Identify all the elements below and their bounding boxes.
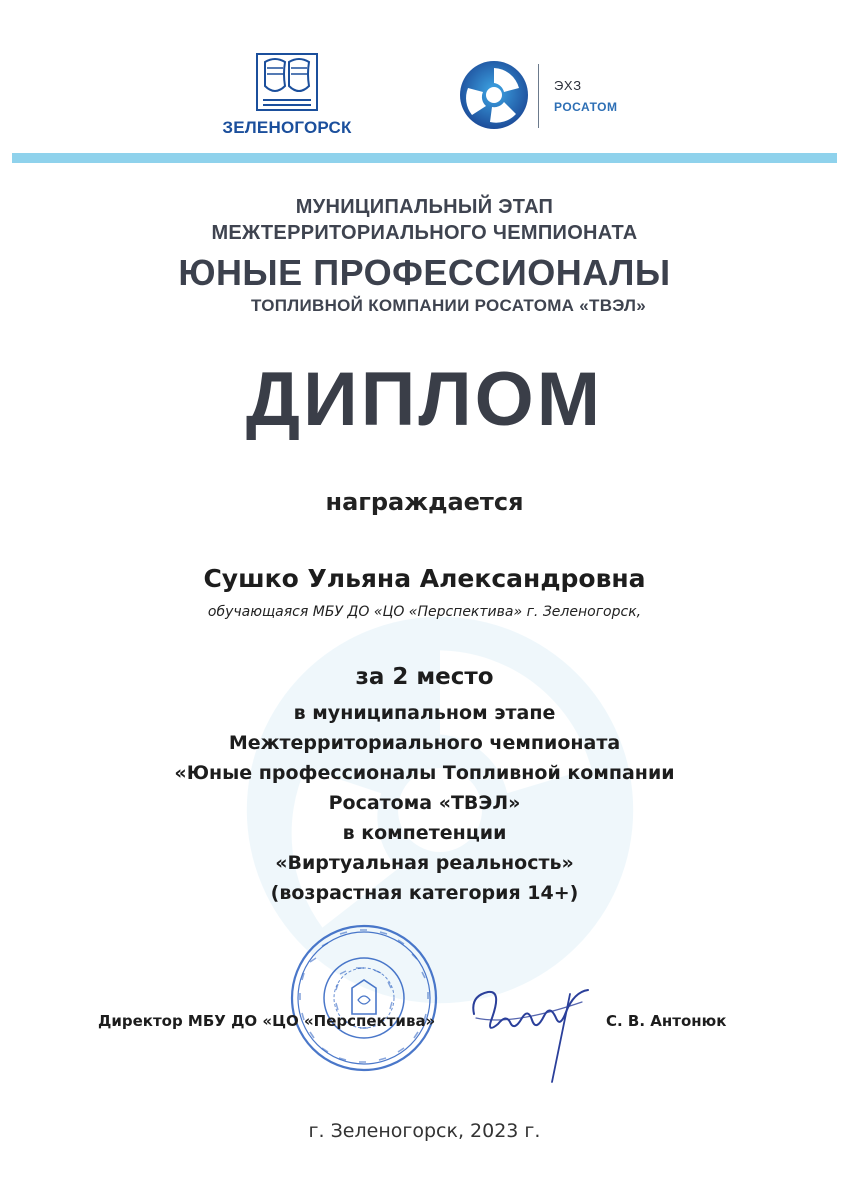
recipient-name: Сушко Ульяна Александровна xyxy=(203,564,646,593)
signer-name: С. В. Антонюк xyxy=(606,1012,727,1030)
city-coat-of-arms-icon xyxy=(255,52,319,112)
recipient-affiliation: обучающаяся МБУ ДО «ЦО «Перспектива» г. Зеленогорск, xyxy=(207,604,642,620)
detail-line-3: «Юные профессионалы Топливной компании xyxy=(174,762,675,784)
detail-line-5: в компетенции xyxy=(342,822,507,844)
age-category: (возрастная категория 14+) xyxy=(270,882,579,904)
city-logo xyxy=(212,52,362,142)
place-and-year: г. Зеленогорск, 2023 г. xyxy=(308,1120,541,1142)
diploma-heading: ДИПЛОМ xyxy=(245,357,604,442)
corporation-name: РОСАТОМ xyxy=(554,100,618,114)
handwritten-signature-icon xyxy=(462,974,597,1094)
detail-line-2: Межтерриториального чемпионата xyxy=(228,732,621,754)
title-line-4: ТОПЛИВНОЙ КОМПАНИИ РОСАТОМА «ТВЭЛ» xyxy=(250,296,647,315)
rosatom-atom-icon xyxy=(458,58,530,132)
title-line-3: ЮНЫЕ ПРОФЕССИОНАЛЫ xyxy=(178,252,671,293)
competency-name: «Виртуальная реальность» xyxy=(275,852,574,874)
city-logo-text: ЗЕЛЕНОГОРСК xyxy=(222,118,352,137)
header-divider xyxy=(12,153,837,163)
detail-line-1: в муниципальном этапе xyxy=(293,702,556,724)
corporation-logo xyxy=(458,58,658,138)
award-place: за 2 место xyxy=(355,664,494,690)
official-stamp-icon xyxy=(288,922,440,1074)
logo-separator xyxy=(538,64,539,128)
awarded-text: награждается xyxy=(325,488,524,516)
title-line-2: МЕЖТЕРРИТОРИАЛЬНОГО ЧЕМПИОНАТА xyxy=(211,222,638,244)
director-position: Директор МБУ ДО «ЦО «Перспектива» xyxy=(98,1012,436,1030)
corporation-abbreviation: ЭХЗ xyxy=(554,78,583,93)
title-line-1: МУНИЦИПАЛЬНЫЙ ЭТАП xyxy=(295,196,554,218)
detail-line-4: Росатома «ТВЭЛ» xyxy=(328,792,521,814)
